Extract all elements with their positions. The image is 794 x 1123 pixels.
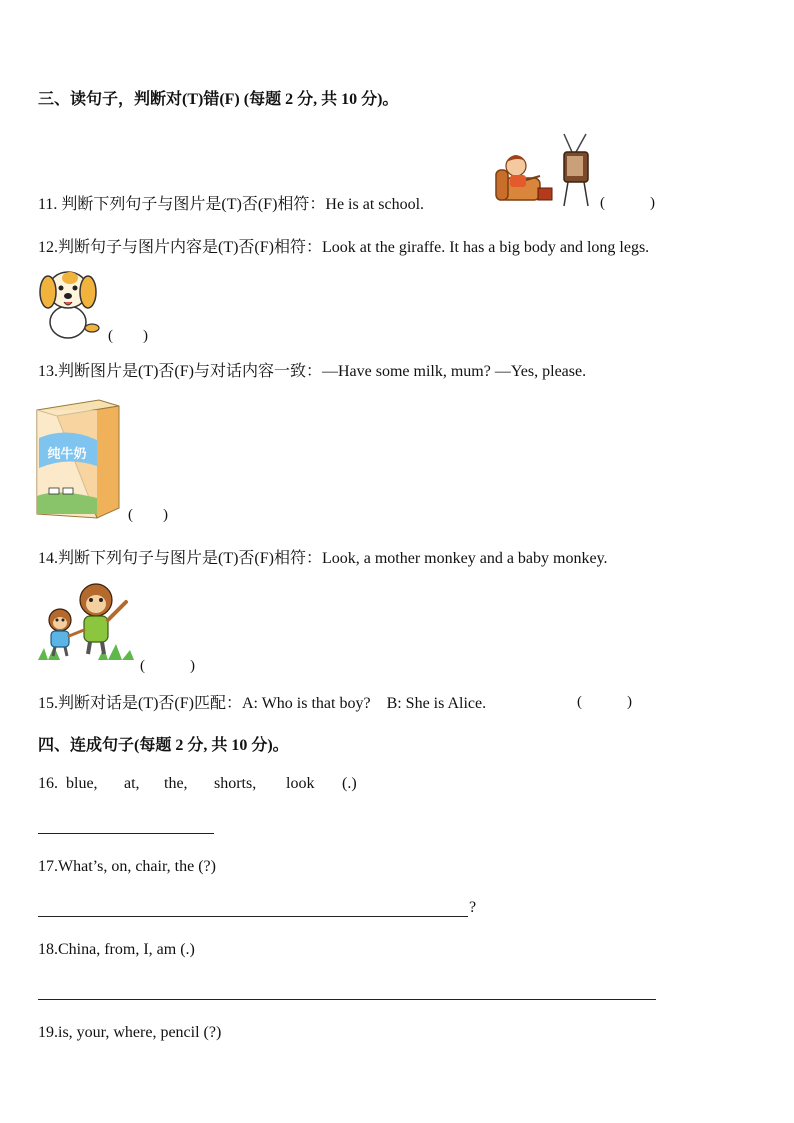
question-18-answer-line[interactable] [38, 999, 656, 1000]
section-3-heading: 三、读句子，判断对(T)错(F) (每题 2 分, 共 10 分)。 [38, 91, 399, 108]
question-16-number: 16. [38, 775, 58, 792]
question-19-text: 19.is, your, where, pencil (?) [38, 1024, 222, 1041]
tv-watching-boy-illustration [494, 130, 594, 210]
question-14-text: 14.判断下列句子与图片是(T)否(F)相符：Look, a mother monkey and a baby monkey. [38, 550, 608, 567]
question-11-answer-blank[interactable]: ( ) [600, 195, 655, 211]
section-4-heading: 四、连成句子(每题 2 分, 共 10 分)。 [38, 737, 289, 754]
question-17-text: 17.What’s, on, chair, the (?) [38, 858, 216, 875]
question-16-answer-line[interactable] [38, 833, 214, 834]
milk-carton-illustration [37, 396, 121, 520]
question-15-answer-blank[interactable]: ( ) [577, 694, 632, 710]
question-13-answer-blank[interactable]: ( ) [128, 507, 168, 523]
question-12-answer-blank[interactable]: ( ) [108, 328, 148, 344]
question-18-text: 18.China, from, I, am (.) [38, 941, 195, 958]
question-11-text: 11. 判断下列句子与图片是(T)否(F)相符：He is at school. [38, 196, 425, 213]
monkeys-illustration [38, 580, 134, 662]
question-17-line-end-mark: ? [469, 899, 477, 916]
question-14-answer-blank[interactable]: ( ) [140, 658, 195, 674]
question-16-words [38, 775, 357, 793]
word-tile: the, [164, 775, 188, 792]
question-17-answer-line[interactable] [38, 916, 468, 917]
word-tile: blue, [66, 775, 98, 792]
word-tile: look [286, 775, 315, 792]
word-tile: (.) [342, 775, 357, 792]
word-tile: at, [124, 775, 140, 792]
question-13-text: 13.判断图片是(T)否(F)与对话内容一致：—Have some milk, mum? —Yes, please. [38, 363, 587, 380]
word-tile: shorts, [214, 775, 257, 792]
puppy-illustration [36, 262, 100, 340]
question-12-text: 12.判断句子与图片内容是(T)否(F)相符：Look at the giraffe. It has a big body and long legs. [38, 239, 650, 256]
question-15-text: 15.判断对话是(T)否(F)匹配：A: Who is that boy? B: She is Alice. [38, 695, 487, 712]
milk-carton-label: 纯牛奶 [47, 447, 87, 462]
